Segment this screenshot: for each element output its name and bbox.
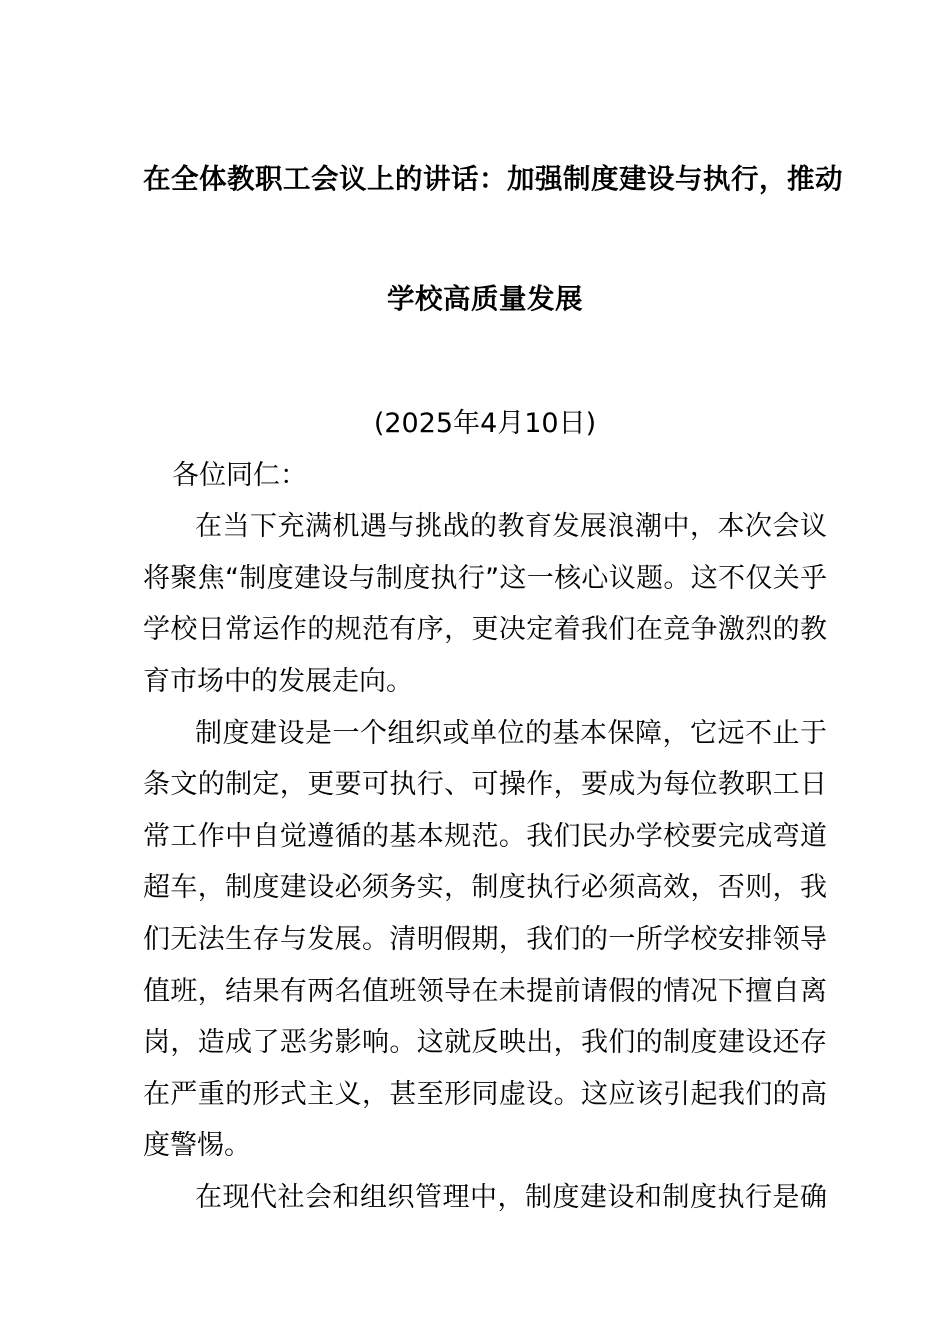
document-body bbox=[143, 398, 827, 1224]
document-date: (2025年4月10日) bbox=[373, 408, 597, 439]
document-title bbox=[143, 119, 843, 359]
paragraph-3-truncated: 在现代社会和组织管理中，制度建设和制度执行是确 bbox=[195, 1181, 827, 1213]
paragraph-2: 制度建设是一个组织或单位的基本保障，它远不止于条文的制定，更要可执行、可操作，要成为每位教职工日常工作中自觉遵循的基本规范。我们民办学校要完成弯道超车，制度建设必须务实，制度执行必须高效，否则，我们无法生存与发展。清明假期，我们的一所学校安排领导值班，结果有两名值班领导在未提前请假的情况下擅自离岗，造成了恶劣影响。这就反映出，我们的制度建设还存在严重的形式主义，甚至形同虚设。这应该引起我们的高度警惕。 bbox=[143, 717, 827, 1162]
paragraph-1: 在当下充满机遇与挑战的教育发展浪潮中，本次会议将聚焦“制度建设与制度执行”这一核心议题。这不仅关乎学校日常运作的规范有序，更决定着我们在竞争激烈的教育市场中的发展走向。 bbox=[143, 511, 827, 697]
document-title-line-1: 在全体教职工会议上的讲话：加强制度建设与执行，推动 bbox=[143, 163, 843, 195]
document-title-line-2: 学校高质量发展 bbox=[387, 283, 583, 315]
salutation: 各位同仁： bbox=[172, 459, 307, 491]
